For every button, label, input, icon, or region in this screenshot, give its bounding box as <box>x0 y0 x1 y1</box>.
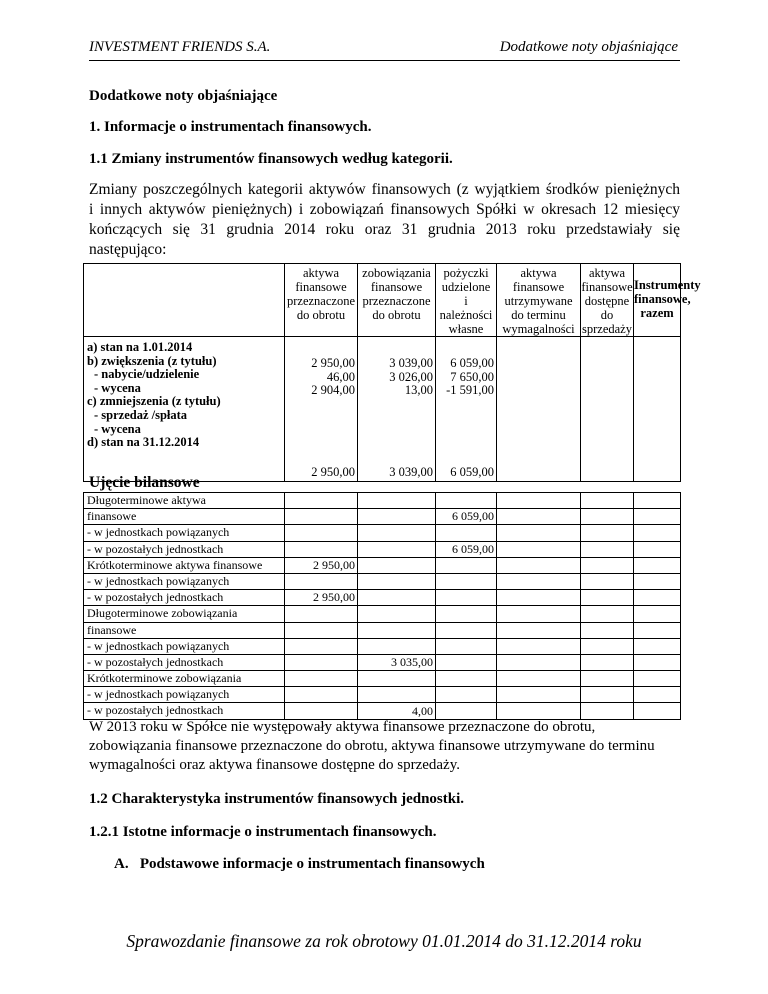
row-labels: a) stan na 1.01.2014 b) zwiększenia (z tytułu) - nabycie/udzielenie - wycena c) zmniejszenia (z tytułu) - sprzedaż /spłata - wycena d) stan na 31.12.2014 <box>84 337 285 482</box>
balance-value-c3: 6 059,00 <box>436 541 497 557</box>
table-row <box>84 606 681 622</box>
balance-empty-cell <box>634 590 681 606</box>
balance-row-label: - w jednostkach powiązanych <box>84 573 285 589</box>
balance-value-c2 <box>358 687 436 703</box>
balance-value-c2: 4,00 <box>358 703 436 719</box>
section-heading-1-2-1: 1.2.1 Istotne informacje o instrumentach finansowych. <box>89 824 437 840</box>
balance-value-c3 <box>436 654 497 670</box>
balance-row-label: finansowe <box>84 509 285 525</box>
col-header-total: Instrumenty finansowe, razem <box>634 264 681 337</box>
intro-line: Zmiany poszczególnych kategorii aktywów finansowych (z wyjątkiem środków pieniężnych <box>89 181 680 198</box>
balance-value-c2 <box>358 606 436 622</box>
table-header-row <box>84 264 681 337</box>
balance-value-c2 <box>358 509 436 525</box>
balance-row-label: Długoterminowe zobowiązania <box>84 606 285 622</box>
balance-value-c1: 2 950,00 <box>285 590 358 606</box>
balance-empty-cell <box>497 654 581 670</box>
intro-line: i innych aktywów pieniężnych) i zobowiązań finansowych Spółki w okresach 12 miesięcy <box>89 201 680 218</box>
balance-empty-cell <box>634 622 681 638</box>
balance-value-c3 <box>436 557 497 573</box>
balance-empty-cell <box>581 573 634 589</box>
col-header-trading-assets: aktywa finansowe przeznaczone do obrotu <box>285 264 358 337</box>
balance-empty-cell <box>581 606 634 622</box>
table-row <box>84 541 681 557</box>
col-header-loans: pożyczki udzielone i należności własne <box>436 264 497 337</box>
balance-empty-cell <box>581 654 634 670</box>
page-title: Dodatkowe noty objaśniające <box>89 88 278 104</box>
balance-value-c2 <box>358 573 436 589</box>
balance-value-c1 <box>285 622 358 638</box>
balance-table <box>83 492 681 720</box>
values-available-for-sale <box>581 337 634 482</box>
balance-row-label: - w jednostkach powiązanych <box>84 525 285 541</box>
balance-value-c1: 2 950,00 <box>285 557 358 573</box>
balance-empty-cell <box>581 622 634 638</box>
balance-row-label: - w jednostkach powiązanych <box>84 687 285 703</box>
balance-value-c1 <box>285 573 358 589</box>
note-line: W 2013 roku w Spółce nie występowały aktywa finansowe przeznaczone do obrotu, <box>89 719 596 735</box>
balance-empty-cell <box>497 573 581 589</box>
balance-value-c3 <box>436 590 497 606</box>
table-row <box>84 509 681 525</box>
table-row <box>84 638 681 654</box>
balance-empty-cell <box>634 654 681 670</box>
balance-row-label: - w jednostkach powiązanych <box>84 638 285 654</box>
balance-value-c3 <box>436 493 497 509</box>
balance-empty-cell <box>581 638 634 654</box>
balance-empty-cell <box>581 671 634 687</box>
balance-empty-cell <box>581 525 634 541</box>
balance-row-label: - w pozostałych jednostkach <box>84 541 285 557</box>
balance-value-c1 <box>285 509 358 525</box>
balance-value-c1 <box>285 687 358 703</box>
table-row <box>84 493 681 509</box>
table-row <box>84 671 681 687</box>
table-row <box>84 703 681 719</box>
balance-empty-cell <box>497 590 581 606</box>
balance-value-c3 <box>436 606 497 622</box>
section-heading-1-1: 1.1 Zmiany instrumentów finansowych według kategorii. <box>89 151 453 167</box>
balance-value-c1 <box>285 606 358 622</box>
note-2013 <box>89 718 689 775</box>
balance-empty-cell <box>497 557 581 573</box>
balance-value-c1 <box>285 638 358 654</box>
balance-empty-cell <box>581 687 634 703</box>
section-heading-1-2: 1.2 Charakterystyka instrumentów finansowych jednostki. <box>89 791 465 807</box>
balance-empty-cell <box>634 493 681 509</box>
balance-empty-cell <box>634 557 681 573</box>
intro-paragraph <box>89 180 680 260</box>
intro-line: następująco: <box>89 241 167 258</box>
table-row <box>84 337 681 482</box>
balance-empty-cell <box>634 509 681 525</box>
balance-value-c2 <box>358 493 436 509</box>
values-held-to-maturity <box>497 337 581 482</box>
header-company: INVESTMENT FRIENDS S.A. <box>89 39 271 55</box>
balance-empty-cell <box>634 638 681 654</box>
balance-value-c1 <box>285 671 358 687</box>
balance-empty-cell <box>581 493 634 509</box>
header-divider <box>89 60 680 61</box>
balance-row-label: - w pozostałych jednostkach <box>84 654 285 670</box>
balance-value-c3 <box>436 573 497 589</box>
balance-value-c3 <box>436 525 497 541</box>
table-row <box>84 687 681 703</box>
changes-table <box>83 263 701 482</box>
balance-empty-cell <box>634 541 681 557</box>
balance-value-c3 <box>436 703 497 719</box>
balance-value-c3 <box>436 638 497 654</box>
balance-empty-cell <box>634 687 681 703</box>
balance-value-c1 <box>285 525 358 541</box>
balance-value-c2 <box>358 557 436 573</box>
balance-value-c1 <box>285 654 358 670</box>
page-footer: Sprawozdanie finansowe za rok obrotowy 01.01.2014 do 31.12.2014 roku <box>126 931 642 951</box>
note-line: wymagalności oraz aktywa finansowe dostępne do sprzedaży. <box>89 757 460 773</box>
col-header-available-for-sale: aktywa finansowe dostępne do sprzedaży <box>581 264 634 337</box>
balance-empty-cell <box>497 606 581 622</box>
balance-value-c2 <box>358 590 436 606</box>
header-section: Dodatkowe noty objaśniające <box>499 39 678 55</box>
balance-row-label: finansowe <box>84 622 285 638</box>
balance-empty-cell <box>497 493 581 509</box>
balance-value-c1 <box>285 493 358 509</box>
balance-empty-cell <box>497 687 581 703</box>
balance-empty-cell <box>634 606 681 622</box>
balance-empty-cell <box>497 541 581 557</box>
balance-value-c2 <box>358 622 436 638</box>
balance-row-label: - w pozostałych jednostkach <box>84 703 285 719</box>
balance-value-c1 <box>285 703 358 719</box>
table-row <box>84 622 681 638</box>
balance-value-c3 <box>436 687 497 703</box>
balance-empty-cell <box>497 622 581 638</box>
header-cell-empty <box>84 264 285 337</box>
table-row <box>84 654 681 670</box>
values-total <box>634 337 681 482</box>
note-line: zobowiązania finansowe przeznaczone do obrotu, aktywa finansowe utrzymywane do terminu <box>89 738 655 754</box>
balance-heading: Ujęcie bilansowe <box>89 474 200 491</box>
intro-line: kończących się 31 grudnia 2014 roku oraz 31 grudnia 2013 roku przedstawiały się <box>89 221 680 238</box>
col-header-trading-liabilities: zobowiązania finansowe przeznaczone do obrotu <box>358 264 436 337</box>
balance-empty-cell <box>581 590 634 606</box>
balance-empty-cell <box>634 525 681 541</box>
table-row <box>84 590 681 606</box>
balance-empty-cell <box>634 671 681 687</box>
balance-empty-cell <box>497 509 581 525</box>
balance-empty-cell <box>634 703 681 719</box>
balance-row-label: Długoterminowe aktywa <box>84 493 285 509</box>
balance-value-c2 <box>358 671 436 687</box>
balance-row-label: Krótkoterminowe aktywa finansowe <box>84 557 285 573</box>
col-header-held-to-maturity: aktywa finansowe utrzymywane do terminu wymagalności <box>497 264 581 337</box>
balance-empty-cell <box>497 671 581 687</box>
balance-row-label: - w pozostałych jednostkach <box>84 590 285 606</box>
balance-value-c2 <box>358 638 436 654</box>
balance-empty-cell <box>497 638 581 654</box>
balance-empty-cell <box>581 509 634 525</box>
balance-value-c3 <box>436 622 497 638</box>
table-row <box>84 573 681 589</box>
table-row <box>84 557 681 573</box>
values-trading-liabilities: 3 039,00 3 026,00 13,00 3 039,00 <box>358 337 436 482</box>
balance-value-c2: 3 035,00 <box>358 654 436 670</box>
balance-empty-cell <box>581 541 634 557</box>
values-trading-assets: 2 950,00 46,00 2 904,00 2 950,00 <box>285 337 358 482</box>
balance-empty-cell <box>581 557 634 573</box>
balance-empty-cell <box>497 525 581 541</box>
section-heading-1: 1. Informacje o instrumentach finansowych. <box>89 119 372 135</box>
balance-empty-cell <box>581 703 634 719</box>
balance-value-c1 <box>285 541 358 557</box>
balance-empty-cell <box>634 573 681 589</box>
balance-value-c3: 6 059,00 <box>436 509 497 525</box>
balance-row-label: Krótkoterminowe zobowiązania <box>84 671 285 687</box>
section-heading-a: A. Podstawowe informacje o instrumentach finansowych <box>114 856 485 872</box>
balance-empty-cell <box>497 703 581 719</box>
balance-value-c2 <box>358 541 436 557</box>
balance-value-c3 <box>436 671 497 687</box>
table-row <box>84 525 681 541</box>
values-loans: 6 059,00 7 650,00 -1 591,00 6 059,00 <box>436 337 497 482</box>
balance-value-c2 <box>358 525 436 541</box>
